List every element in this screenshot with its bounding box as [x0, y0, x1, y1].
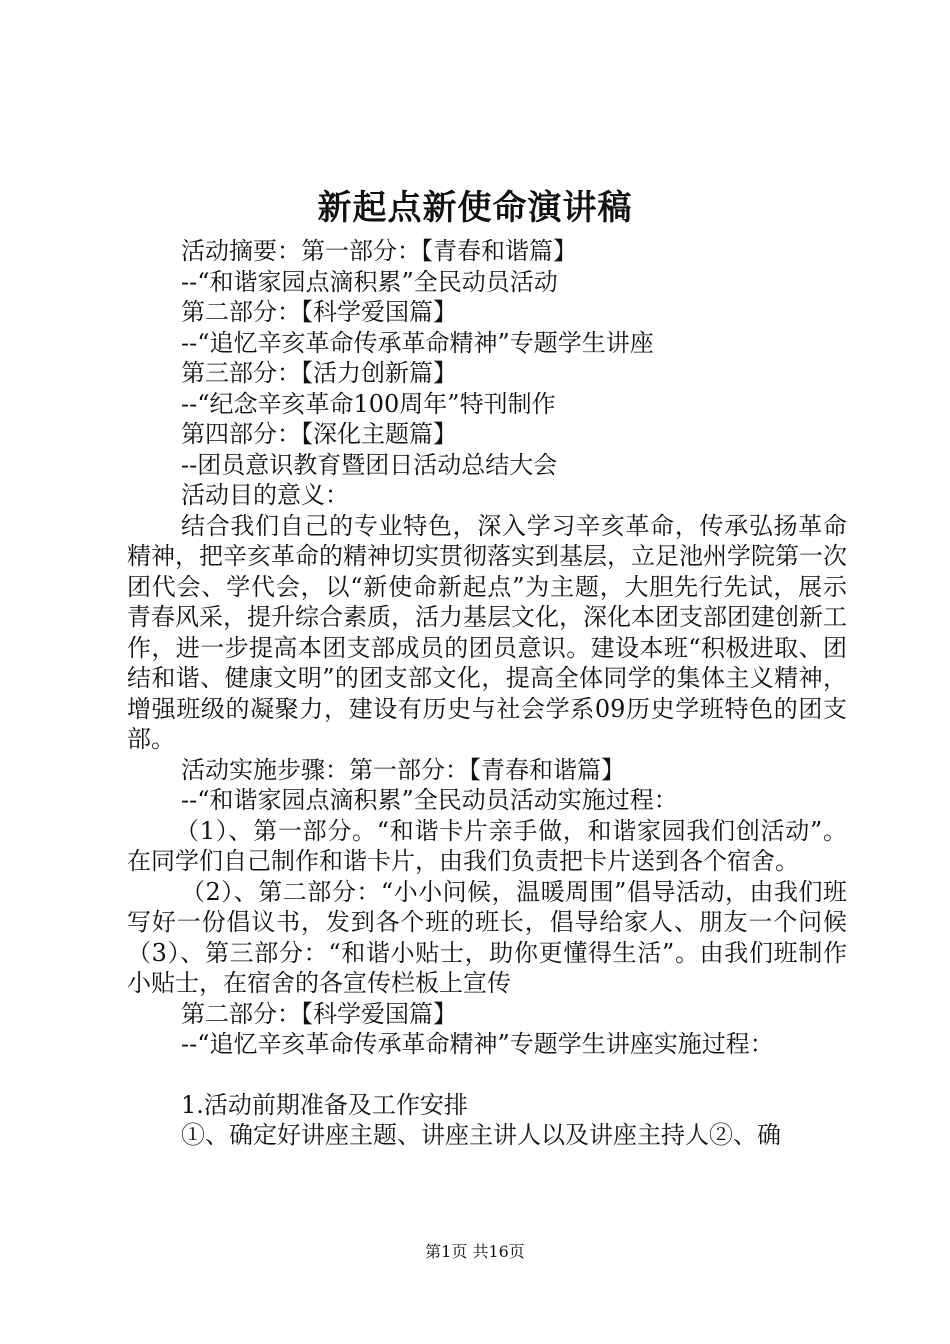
steps-heading: 活动实施步骤：第一部分：【青春和谐篇】 — [181, 755, 625, 784]
document-title: 新起点新使命演讲稿 — [317, 188, 633, 228]
blank-line — [127, 1060, 847, 1090]
document-body — [127, 236, 847, 1151]
prep-heading: 1.活动前期准备及工作安排 — [181, 1090, 468, 1119]
summary-line: 活动摘要：第一部分：【青春和谐篇】 — [181, 237, 577, 265]
step-paragraph: （1）、第一部分。“和谐卡片亲手做，和谐家园我们创活动”。在同学们自己制作和谐卡片，由我们负责把卡片送到各个宿舍。 — [127, 816, 847, 875]
purpose-paragraph: 结合我们自己的专业特色，深入学习辛亥革命，传承弘扬革命精神，把辛亥革命的精神切实贯彻落实到基层，立足池州学院第一次团代会、学代会，以“新使命新起点”为主题，大胆先行先试，展示青春风采，提升综合素质，活力基层文化，深化本团支部团建创新工作，进一步提高本团支部成员的团员意识。建设本班“积极进取、团结和谐、健康文明”的团支部文化，提高全体同学的集体主义精神，增强班级的凝聚力，建设有历史与社会学系09历史学班特色的团支部。 — [127, 511, 847, 753]
part2-subheading: --“追忆辛亥革命传承革命精神”专题学生讲座实施过程： — [181, 1030, 774, 1058]
summary-line: --“追忆辛亥革命传承革命精神”专题学生讲座 — [181, 328, 654, 357]
step-paragraph: （2）、第二部分：“小小问候，温暖周围”倡导活动，由我们班写好一份倡议书，发到各个班的班长，倡导给家人、朋友一个问候（3）、第三部分：“和谐小贴士，助你更懂得生活”。由我们班制作小贴士，在宿舍的各宣传栏板上宣传 — [127, 877, 847, 997]
purpose-heading: 活动目的意义： — [181, 481, 349, 509]
page-footer: 第1页 共16页 — [425, 1242, 525, 1261]
summary-line: 第四部分：【深化主题篇】 — [181, 420, 457, 448]
summary-line: 第三部分：【活力创新篇】 — [181, 359, 457, 387]
part2-heading: 第二部分：【科学爱国篇】 — [181, 999, 457, 1028]
summary-line: --“纪念辛亥革命100周年”特刊制作 — [181, 389, 556, 418]
steps-subheading: --“和谐家园点滴积累”全民动员活动实施过程： — [181, 786, 678, 814]
prep-line: ①、确定好讲座主题、讲座主讲人以及讲座主持人②、确 — [181, 1121, 781, 1149]
summary-line: 第二部分：【科学爱国篇】 — [181, 298, 457, 326]
summary-line: --“和谐家园点滴积累”全民动员活动 — [181, 267, 558, 296]
summary-line: --团员意识教育暨团日活动总结大会 — [181, 450, 558, 479]
